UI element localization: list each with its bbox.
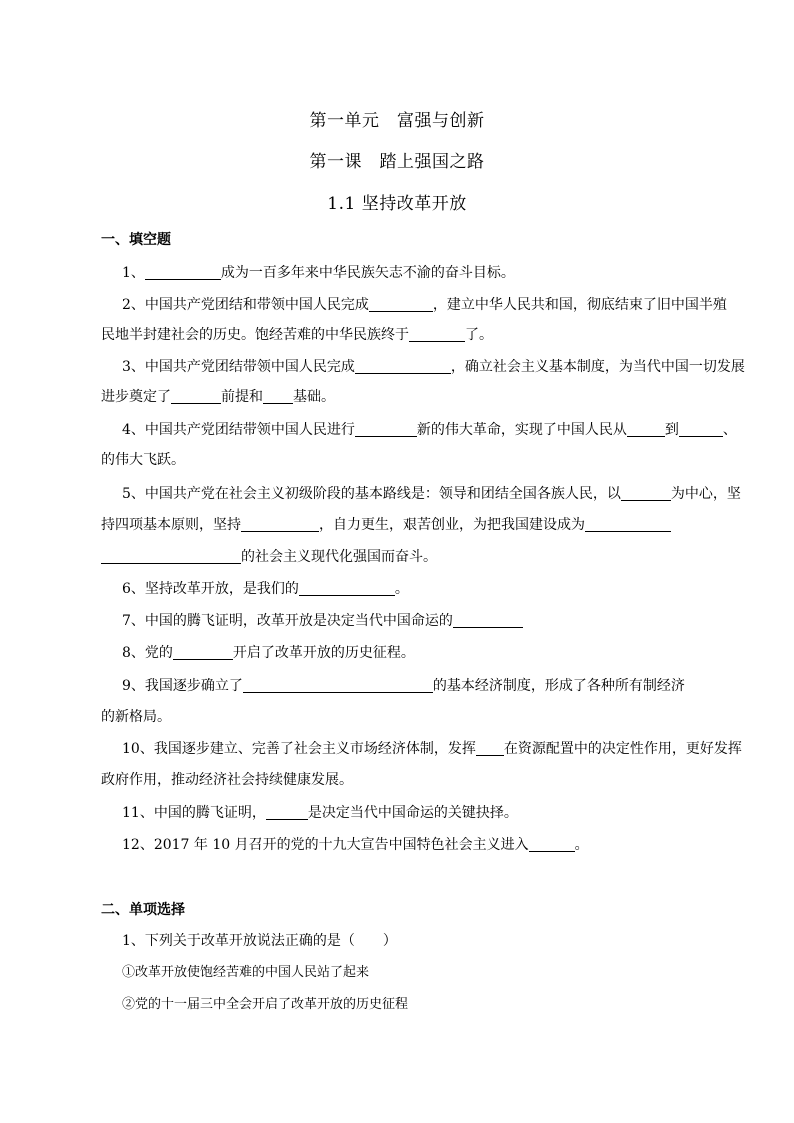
answer-blank[interactable] [627, 421, 665, 437]
part1-heading: 一、填空题 [101, 232, 171, 248]
question-6: 6、坚持改革开放，是我们的 。 [122, 581, 409, 597]
answer-blank[interactable] [263, 388, 293, 404]
answer-blank[interactable] [453, 612, 523, 628]
answer-blank[interactable] [145, 264, 221, 280]
section-title: 1.1 坚持改革开放 [327, 194, 467, 214]
answer-blank[interactable] [355, 358, 451, 374]
question-4-cont: 的伟大飞跃。 [101, 452, 185, 468]
question-10-cont: 政府作用，推动经济社会持续健康发展。 [101, 772, 353, 788]
answer-blank[interactable] [585, 516, 671, 532]
question-9-cont: 的新格局。 [101, 709, 171, 725]
question-7: 7、中国的腾飞证明，改革开放是决定当代中国命运的 [122, 610, 523, 630]
question-3-cont: 进步奠定了 前提和 基础。 [101, 389, 335, 405]
answer-blank[interactable] [171, 388, 221, 404]
answer-blank[interactable] [679, 421, 723, 437]
answer-blank[interactable] [369, 296, 433, 312]
answer-blank[interactable] [299, 580, 395, 596]
question-5-cont2: 的社会主义现代化强国而奋斗。 [101, 546, 437, 566]
choice-option-2: ②党的十一届三中全会开启了改革开放的历史征程 [122, 997, 409, 1012]
question-10: 10、我国逐步建立、完善了社会主义市场经济体制，发挥 在资源配置中的决定性作用，更好发挥 [122, 741, 742, 757]
answer-blank[interactable] [241, 516, 319, 532]
question-5: 5、中国共产党在社会主义初级阶段的基本路线是：领导和团结全国各族人民，以 为中心，坚 [122, 486, 741, 502]
choice-option-1: ①改革开放使饱经苦难的中国人民站了起来 [122, 965, 370, 980]
question-11: 11、中国的腾飞证明， 是决定当代中国命运的关键抉择。 [122, 805, 518, 821]
answer-blank[interactable] [243, 677, 433, 693]
answer-blank[interactable] [476, 740, 504, 756]
answer-blank[interactable] [409, 326, 465, 342]
question-4: 4、中国共产党团结带领中国人民进行 新的伟大革命，实现了中国人民从 到 、 [122, 422, 737, 438]
question-3: 3、中国共产党团结带领中国人民完成 ，确立社会主义基本制度，为当代中国一切发展 [122, 359, 745, 375]
question-9: 9、我国逐步确立了 的基本经济制度，形成了各种所有制经济 [122, 678, 685, 694]
question-8: 8、党的 开启了改革开放的历史征程。 [122, 645, 415, 661]
answer-blank[interactable] [101, 548, 241, 564]
answer-blank[interactable] [266, 804, 308, 820]
part2-heading: 二、单项选择 [101, 902, 185, 918]
question-1: 1、 成为一百多年来中华民族矢志不渝的奋斗目标。 [122, 265, 515, 281]
answer-blank[interactable] [529, 836, 575, 852]
answer-blank[interactable] [173, 644, 233, 660]
question-12: 12、2017 年 10 月召开的党的十九大宣告中国特色社会主义进入 。 [122, 837, 589, 853]
unit-title: 第一单元 富强与创新 [309, 111, 485, 131]
answer-blank[interactable] [355, 421, 417, 437]
question-2: 2、中国共产党团结和带领中国人民完成 ，建立中华人民共和国，彻底结束了旧中国半殖 [122, 297, 727, 313]
question-2-cont: 民地半封建社会的历史。饱经苦难的中华民族终于 了。 [101, 327, 493, 343]
lesson-title: 第一课 踏上强国之路 [309, 152, 485, 172]
choice-question-1: 1、下列关于改革开放说法正确的是（ ） [122, 933, 397, 949]
question-5-cont: 持四项基本原则，坚持 ，自力更生，艰苦创业，为把我国建设成为 [101, 514, 671, 534]
answer-blank[interactable] [621, 485, 671, 501]
